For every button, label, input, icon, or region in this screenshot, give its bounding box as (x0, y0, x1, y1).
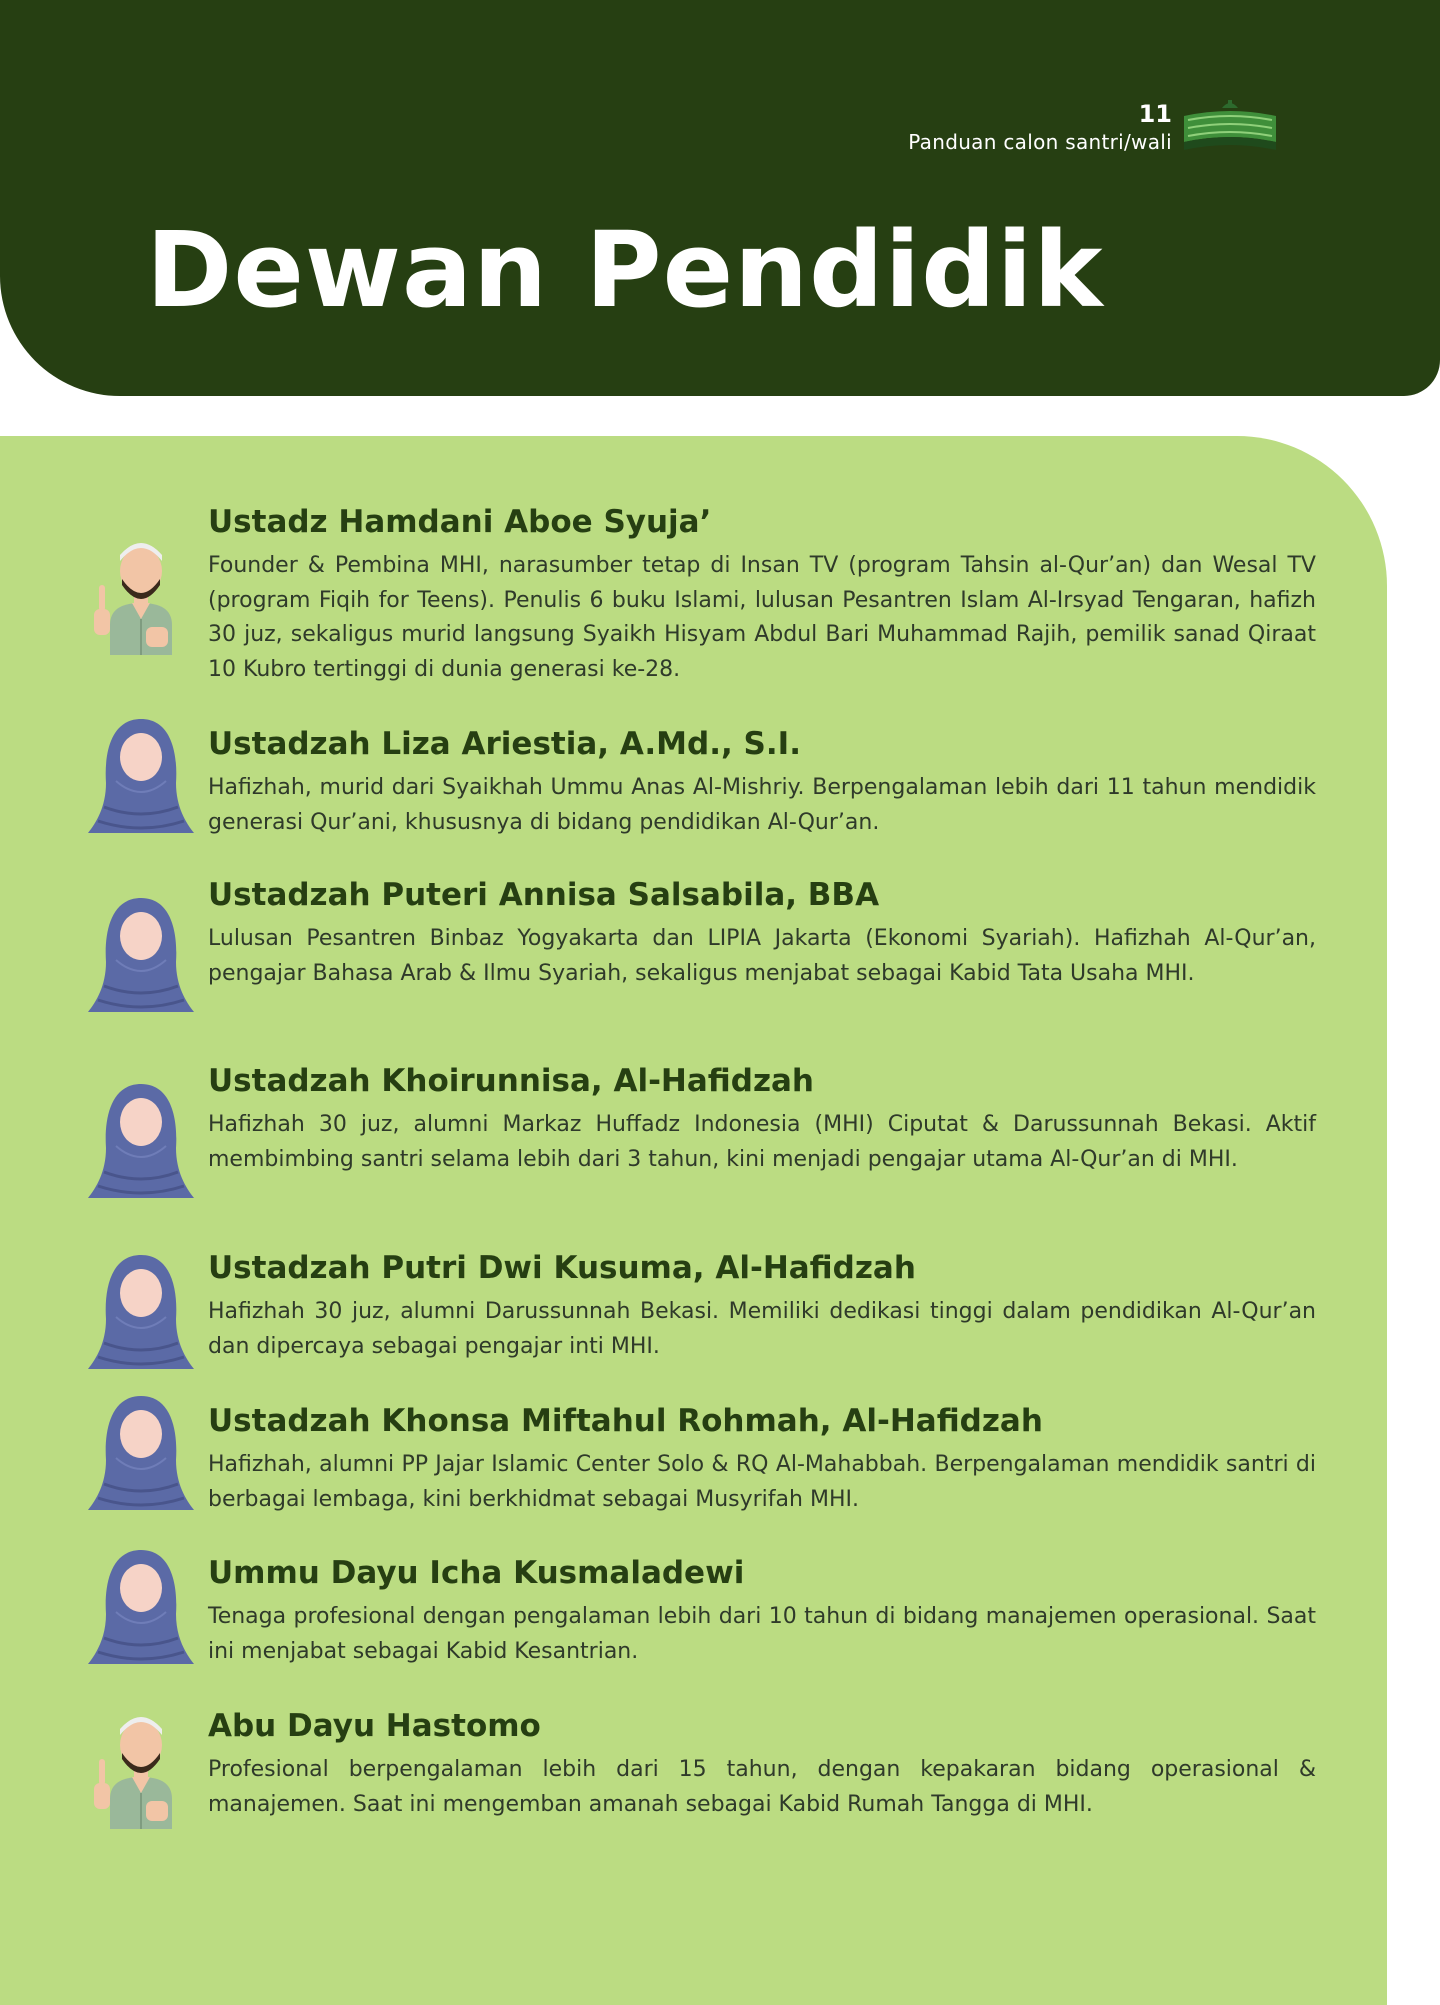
educator-name: Ustadzah Khoirunnisa, Al-Hafidzah (208, 1063, 814, 1099)
educator-name: Ustadzah Putri Dwi Kusuma, Al-Hafidzah (208, 1250, 916, 1286)
educator-name: Ustadz Hamdani Aboe Syuja’ (208, 504, 712, 540)
female-avatar-icon (86, 1388, 196, 1518)
educator-description: Hafizhah, alumni PP Jajar Islamic Center Solo & RQ Al-Mahabbah. Berpengalaman mendidik santri di berbagai lembaga, kini berkhidmat sebagai Musyrifah MHI. (208, 1452, 1316, 1512)
educator-name: Ummu Dayu Icha Kusmaladewi (208, 1555, 745, 1591)
page-header (0, 0, 1440, 396)
page-number: 11 (1138, 100, 1172, 128)
educator-name: Abu Dayu Hastomo (208, 1708, 541, 1744)
page-title: Dewan Pendidik (146, 209, 1104, 331)
educator-description: Lulusan Pesantren Binbaz Yogyakarta dan LIPIA Jakarta (Ekonomi Syariah). Hafizhah Al-Qur’an, pengajar Bahasa Arab & Ilmu Syariah, sekaligus menjabat sebagai Kabid Tata Usaha MHI. (208, 926, 1316, 986)
female-avatar-icon (86, 1076, 196, 1206)
educator-description: Hafizhah 30 juz, alumni Markaz Huffadz Indonesia (MHI) Ciputat & Darussunnah Bekasi. Aktif membimbing santri selama lebih dari 3 tahun, kini menjadi pengajar utama Al-Qur’an di MHI. (208, 1112, 1316, 1172)
educator-description: Founder & Pembina MHI, narasumber tetap di Insan TV (program Tahsin al-Qur’an) dan Wesal TV (program Fiqih for Teens). Penulis 6 buku Islami, lulusan Pesantren Islam Al-Irsyad Tengaran, hafizh 30 juz, sekaligus murid langsung Syaikh Hisyam Abdul Bari Muhammad Rajih, pemilik sanad Qiraat 10 Kubro tertinggi di dunia generasi ke-28. (208, 553, 1316, 682)
male-avatar-icon (86, 527, 196, 657)
educator-name: Ustadzah Khonsa Miftahul Rohmah, Al-Hafidzah (208, 1403, 1043, 1439)
female-avatar-icon (86, 711, 196, 841)
female-avatar-icon (86, 1542, 196, 1672)
educator-name: Ustadzah Puteri Annisa Salsabila, BBA (208, 877, 880, 913)
educator-description: Profesional berpengalaman lebih dari 15 tahun, dengan kepakaran bidang operasional & manajemen. Saat ini mengemban amanah sebagai Kabid Rumah Tangga di MHI. (208, 1757, 1316, 1817)
educator-name: Ustadzah Liza Ariestia, A.Md., S.I. (208, 726, 801, 762)
educator-description: Tenaga profesional dengan pengalaman lebih dari 10 tahun di bidang manajemen operasional. Saat ini menjabat sebagai Kabid Kesantrian. (208, 1604, 1316, 1664)
document-subtitle: Panduan calon santri/wali (908, 130, 1172, 154)
educator-description: Hafizhah 30 juz, alumni Darussunnah Bekasi. Memiliki dedikasi tinggi dalam pendidikan Al-Qur’an dan dipercaya sebagai pengajar inti MHI. (208, 1299, 1316, 1359)
mosque-book-logo-icon (1182, 98, 1278, 156)
educator-description: Hafizhah, murid dari Syaikhah Ummu Anas Al-Mishriy. Berpengalaman lebih dari 11 tahun mendidik generasi Qur’ani, khususnya di bidang pendidikan Al-Qur’an. (208, 775, 1316, 835)
female-avatar-icon (86, 890, 196, 1020)
female-avatar-icon (86, 1247, 196, 1377)
male-avatar-icon (86, 1701, 196, 1831)
